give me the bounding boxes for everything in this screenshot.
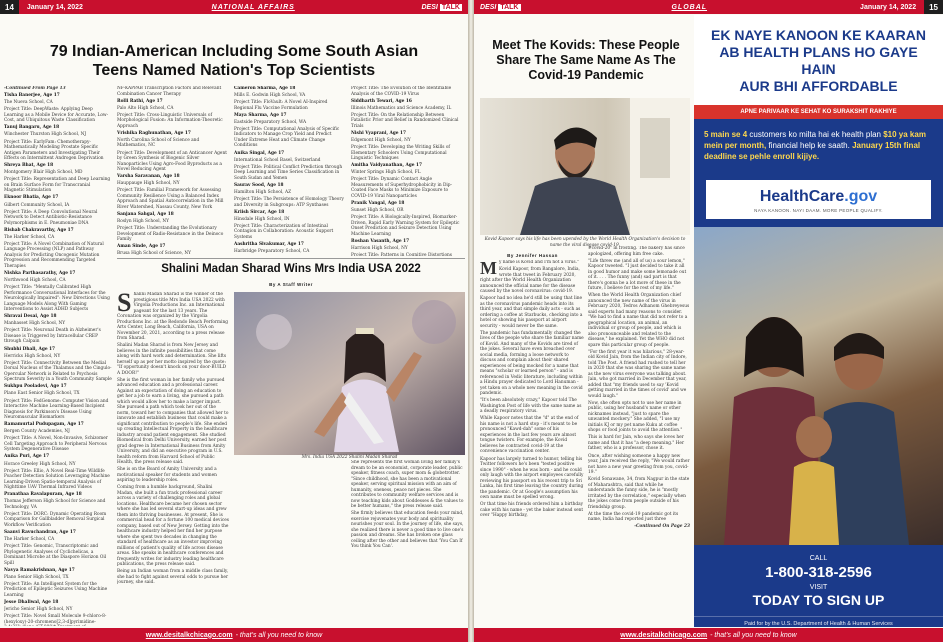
right-section-label: GLOBAL [671,3,708,11]
text-paragraph: Project Title: Novel Small Molecule 9-chloro-8-(hexyloxy)-20-chromeno[2,3-d]pyrimidine- [4,614,107,625]
text-paragraph: Varsha Saravanan, Age 18 [117,174,180,180]
article-divider [117,258,465,259]
text-paragraph: International School Basel, Switzerland [234,157,321,163]
text-paragraph: Pranik Vangal, Age 18 [351,200,405,206]
scientists-column-3 [234,86,346,256]
text-paragraph: Project Title: Understanding the Evolutionary Development of Radio-Resistance in the Deinoco Family [117,226,224,243]
text-paragraph: Project Title: Computational Analysis of Specific Indicators to Manage Crop Yield and Predict Under Extreme Heat and Climate Change Conditions [234,126,340,149]
text-paragraph: Project Title: A Novel, Non-Invasive, Schizomer Cell Targeting Approach to Peripheral Nervous System Degenerative Disease [4,436,108,453]
article2-byline: By A Staff Writer [269,282,313,287]
text-paragraph: Tanuj Bangaru, Age 18 [4,125,60,131]
text-paragraph: Cameron Sharma, Age 18 [234,86,296,91]
ad-phone-number[interactable]: 1-800-318-2596 [765,564,872,581]
text-paragraph: Illinois Mathematics and Science Academy, IL [351,105,452,111]
text-paragraph: Shalini Madan Sharad is from New Jersey and believes in the infinite possibilities that come along with hard work and determination. She lifts herself up as per her motto inspired by the quote: "If opportunity doesn't knock on your door-BUILD A DOOR!" [117,343,227,376]
text-paragraph: The Harker School, CA [4,537,55,543]
left-footer-tagline: - that's all you need to know [235,631,323,639]
text-paragraph: Project Title: Neuronal Death in Alzheimer's Disease is Triggered by Intracellular CREP through Calpain [4,328,101,345]
text-paragraph: Anika Puri, Age 17 [4,454,50,460]
text-paragraph: Winter Springs High School, FL [351,170,421,176]
text-paragraph: Project Title: Representation and Deep Learning on Brain Surface Form for Transcranial Magnetic Stimulation [4,177,111,194]
text-paragraph: Aman Sinde, Age 17 [117,244,166,250]
ad-family-photo-image [694,227,943,545]
text-paragraph: Shreya Bhat, Age 18 [4,163,54,169]
left-headline: 79 Indian-American Including Some South Asian Teens Named Nation's Top Scientists [49,43,419,79]
text-paragraph: Anika Singal, Age 17 [234,150,285,156]
text-paragraph: Coming from a humble background, Shalini Madan, she built a fun track professional career across a variety of challenging roles and global locations. Healthcare became her chosen sector where she has led several start-up ideas and grew them into thriving businesses. At present, She is commercial head for a fortune 100 medical devices company, based out of New Jersey. Getting into the healthcare industry helped her find her purpose where she spent two decades in changing the standard of healthcare as an investor improving millions of patient's quality of life across disease areas. She speaks in healthcare conferences and frequently writes for industry leading healthcare publications, the press release said. [117,485,229,568]
kovid-photo-caption: Kovid Kapoor says his life has been upended by the World Health Organization's decision to name the viral disease covid-19. [484,237,686,248]
text-paragraph: Kriish Sircar, Age 18 [234,209,285,215]
text-paragraph: Edgemont High School, NY [351,137,411,143]
text-paragraph: This is hard for Jain, who says she loves her name and that it has "a deep meaning." Her father, who is a professor, chose it. [588,435,685,452]
text-paragraph: Vrishika Raghunathan, Age 17 [117,130,191,136]
kovid-photo [480,98,690,235]
article2-column-1 [117,292,229,626]
ad-headline: EK NAYE KANOON KE KAARAN AB HEALTH PLANS HO GAYE HAIN AUR BHI AFFORDABLE [694,15,943,105]
text-paragraph: Hauppauge High School, NY [117,181,180,187]
text-paragraph: Shubhi Dhali, Age 17 [4,346,56,352]
text-paragraph: Thomas Jefferson High School for Science and Technology, VA [4,499,106,510]
text-paragraph: Project Title: Political Conflict Prediction through Deep Learning and Time Series Classification in South Sudan and Yemen [234,164,343,181]
text-paragraph: Project Title: FloVault: A Novel AI-Inspired Regional Flu Vaccine Formulation [234,100,328,111]
text-paragraph: Hinsdale High School, IN [234,216,290,222]
text-paragraph: The Nueva School, CA [4,100,53,106]
left-page [0,0,468,642]
text-paragraph: Herricks High School, NY [4,353,61,359]
text-paragraph: Project Title: A Deep Convolutional Neural Network to Detect Antibiotic-Resistance Polymorphisms in E. Pneumoniae DNA [4,209,98,226]
text-paragraph: Sanjana Sahgal, Age 18 [117,211,174,217]
text-paragraph: Project Title: DORC: Dynamic Operating Room Comparison for Gallbladder Removal Surgical Workflow Verification [4,511,107,528]
text-paragraph: Montgomery Blair High School, MD [4,170,83,176]
text-paragraph: Amitha Vaidyanathan, Age 17 [351,163,423,169]
right-footer-bar [474,628,943,642]
right-footer-tagline: - that's all you need to know [710,631,797,639]
text-paragraph: Hamilton High School, AZ [234,189,292,195]
right-byline: By Jennifer Hassan [507,253,558,258]
text-paragraph: "For the first year it was hilarious," 28-year-old Kovid Jain, from the Indian city of Indore, told The Post. A friend had rushed to tell her in 2020 that she was sharing the same name as the new virus everyone was talking about. Jain, who got married in December that year, added that "my friends used to say 'Kovid getting married in the times of covid' and we would laugh." [588,349,687,399]
text-paragraph: Project Title: Ellio, A Novel Real-Time Wildlife Poacher Detection Solution Leveraging Machine Learning-Driven Spatio-temporal Analysis of Nighttime UAV Thermal Infrared Videos [4,468,110,491]
text-paragraph: Navya Ramakrishnan, Age 17 [4,567,75,573]
text-paragraph: Brusa High School of Science, NY [117,251,192,256]
text-paragraph: Palo Alto High School, CA [117,105,174,111]
ad-slogan: APNE PARIVAAR KE SEHAT KO SURAKSHIT RAKHIYE [694,105,943,119]
ad-sign-up[interactable]: TODAY TO SIGN UP [752,592,885,608]
text-paragraph: Siddharth Tewari, Age 16 [351,98,412,104]
left-footer-url[interactable]: www.desitalkchicago.com [145,631,233,639]
kovid-column-2 [588,246,690,626]
article2-dropcap: S [117,292,132,317]
right-footer-url[interactable]: www.desitalkchicago.com [620,631,708,639]
text-paragraph: Kapoor has largely turned to humor, telling his Twitter followers he's been "tested positive since 1990" - when he was born - and he could only laugh with the airport employees carefully reviewing his passport on his recent trip to Sri Lanka, his first time leaving the country during the pandemic. Or at Google's assumption his own name must be spelled wrong. [480,456,584,501]
continued-from: -Continued From Page 13 [4,86,66,91]
text-paragraph: Project Title: Connectivity Between the Medial Dorsal Nucleus of the Thalamus and the Cingulo-Opercular Network is Related to Psychosis Spectrum Severity in a Youth Community Sample [4,360,112,383]
scientists-column-1 [4,86,112,626]
text-paragraph: Plano East Senior High School, TX [4,391,80,397]
text-paragraph: Roslyn High School, NY [117,219,169,225]
text-paragraph: Project Title: Genomic, Transcriptomic and Phylogenetic Analyses of Cyclichelicas, a Dominant Microbe at the Diaspore Horizon Oil Spill [4,544,107,566]
ad-paid-disclaimer: Paid for by the U.S. Department of Health & Human Services [694,616,943,627]
text-paragraph: Kovid Kapoor, from Bangalore, India, wrote that tweet in February 2020, right after the World Health Organization announced the official name for the disease caused by the novel coronavirus: covid-19. [480,267,580,295]
text-paragraph: Kovid Sonawane, 34, from Nagpur in the state of Maharashtra, said that while he understands the funny side, he is "mostly irritated by the correlation," especially when the jokes come from people outside of his friendship group. [588,477,690,510]
text-paragraph: Tisha Banerjee, Age 17 [4,93,60,99]
text-paragraph: Nishi Vyaprani, Age 17 [351,130,407,136]
text-paragraph: She is on the Board of Amity University and a motivational speaker for students and women aspiring to leadership roles. [117,467,217,484]
text-paragraph: Harrison High School, NY [351,245,408,251]
text-paragraph: Sukhpu Pooladevi, Age 17 [4,384,67,390]
text-paragraph: Or that time his friends ordered him a birthday cake with his name - yet the baker instead sent over "Happy birthday, [480,502,584,519]
text-paragraph: Project Title: On the Relationship Between Fatalistic Prior and Belief in Randomized Clinical Trials [351,112,459,129]
text-paragraph: NF-KAPPAB Transcription Factors and Relevant Combination Cancer Therapy [117,86,222,97]
ad-call-to-action: CALL 1-800-318-2596 VISIT TODAY TO SIGN UP [694,551,943,612]
text-paragraph: Eastside Preparatory School, WA [234,119,307,125]
text-paragraph: Eknoor Bhatia, Age 17 [4,195,59,201]
text-paragraph: "It's been absolutely crazy," Kapoor told The Washington Post of life with the same name as a deadly respiratory virus. [480,398,582,415]
healthcare-gov-logo[interactable]: HealthCare.gov NAYA KANOON. NAYI DAAM. MORE PEOPLE QUALIFY. [706,180,931,219]
text-paragraph: y name is Kovid and I'm not a virus." [499,260,579,265]
text-paragraph: Project Title: Developing the Writing Skills of Elementary Schoolers Using Computational Linguistic Techniques [351,145,450,162]
text-paragraph: Plano Senior High School, TX [4,574,69,580]
left-footer-bar [0,628,468,642]
healthcare-gov-ad[interactable] [694,15,943,627]
text-paragraph: Now, she often opts not to use her name in public, using her husband's name or other nicknames instead, "just to spare the unwanted mockery." She added, "I use my initials KJ or my pet name Kuku at coffee shops or food joints to avoid the attention." [588,400,683,434]
text-paragraph: Jericho Senior High School, NY [4,607,73,613]
mrs-india-photo [234,292,465,455]
text-paragraph: Pranathaa Ravalapuram, Age 18 [4,492,82,498]
text-paragraph: Ramamurtal Pudupagam, Age 17 [4,422,84,428]
text-paragraph: North Carolina School of Science and Mathematics, NC [117,137,200,149]
continued-to: -Continued On Page 23 [634,524,690,530]
kovid-dropcap: M [480,260,497,278]
text-paragraph: When the World Health Organization chief announced the new name of the virus in February 2020, Tedros Adhanom Ghebreyesus said experts had many reasons to consider. "We had to find a name that did not refer to a geographical location, an animal, an individual or group of people, and which is also pronounceable and related to the disease," he explained. Yet the WHO did not spare this particular group of people. [588,293,690,348]
right-brand: DESI TALK [480,3,519,11]
text-paragraph: Project Title: DeepWaste: Applying Deep Learning as a Mobile Device for Accurate, Low-Cost, and Ubiquitous Waste Classification [4,107,109,124]
pageant-photo-image [234,292,465,455]
text-paragraph: Project Title: A Novel Combination of Natural Language Processing (NLP) and Pathway Analysis for Predicting Oncogenic Mutation Progression and Recommending Targeted Therapies [4,241,104,269]
text-paragraph: Kapoor had no idea he'd still be using that line as the coronavirus pandemic heads into its third year, and that simple daily acts - such as ordering a coffee at Starbucks, checking into a hotel or showing his passport at airport security - would never be the same. [480,296,583,329]
ad-body: 5 main se 4 customers ko milta hai ek health plan $10 ya kam mein per month, financial help ke saath. January 15th final deadline se pehle enroll kijiye. [704,130,926,161]
text-paragraph: Project Title: Characterization of Intestinal Contagion in Collaboration: Acoustic Support Systems [234,223,334,240]
text-paragraph: Project Title: Dynamic Contact Angle Measurements of Superhydrophobicity in Dip-Coated Face Masks to Minimize Exposure to COVID-19 Viral Nanoparticles [351,177,453,199]
left-brand: DESI TALK [421,3,460,11]
left-section-label: NATIONAL AFFAIRS [211,3,295,11]
article2-headline: Shalini Madan Sharad Wins Mrs India USA 2022 [161,263,421,275]
text-paragraph: Project Title: FedGenome: Computer Vision and Interactive Machine Learning-Based Incipient Diagnosis for Parkinson's Disease Using Neuromuscular Biomarkers [4,398,109,421]
text-paragraph: Project Title: A Biologically-Inspired, Biomarker-Driven, Rapid Early Warning System for Epileptic Onset Prediction and Seizure Detection Using Machine Learning [351,215,460,237]
text-paragraph: Maya Sharma, Age 17 [234,112,287,118]
text-paragraph: She represents the first woman living her family's dream to be an economist, corporate leader, public speaker, fitness coach, super mom & globetrotter. "Since childhood, she has been a motivational speaker, serving spiritual mission with an aim of humanity, oneness, peace not pieces. She contributes to community welfare services and is now teaching kids about Goddesses & the values to be better humans," the press release said. [351,460,464,509]
right-date: January 14, 2022 [860,3,917,11]
text-paragraph: At the time the covid-19 pandemic got its name, India had reported just three [588,511,679,523]
text-paragraph: "Life threw me (and all of us) a sour lemon," Kapoor tweeted. "I just decided to take it all in good humor and make some lemonade out of it. . . . The funny (and) sad part is that there's gonna be a lot more of these in the future, I believe for the rest of my life." [588,258,687,292]
left-date: January 14, 2022 [26,3,83,11]
text-paragraph: Nishka Parthasarathy, Age 17 [4,271,76,276]
text-paragraph: Harbridge Preparatory School, CA [234,249,310,254]
text-paragraph: Project Title: Familial Framework for Assessing Community Resilience Using a Balanced Index Approach and Spatial Autocorrelation in the Mill River Watershed, Nassau County, New York [117,188,224,210]
text-paragraph: Northwood High School, CA [4,278,66,284]
left-page-number: 14 [0,0,19,14]
text-paragraph: Manhasset High School, NY [4,321,66,327]
text-paragraph: #covid-20" in frosting. The bakery has since apologized, offering him free cake. [588,246,685,257]
text-paragraph: Jesse Dhaliwal, Age 18 [4,600,59,606]
text-paragraph: Project Title: The Evolution of the Identifiable Analysis of the COVID-19 Virus [351,86,452,97]
text-paragraph: Project Title: An Intelligent System for the Prediction of Epileptic Seizures Using Machine Learning [4,581,108,598]
scientists-column-2 [117,86,229,256]
text-paragraph: Roshan Vasanth, Age 17 [351,238,410,244]
text-paragraph: The Harker School, CA [4,234,55,240]
text-paragraph: Project Title: The Persistence of Homology Theory and Diversity in Subgroups: ATP Synthases [234,197,344,208]
text-paragraph: halini Madan Sharad is the winner of the prestigious title Mrs India USA 2022 with Virgolia Productions Inc. an International pageant for the last 13 years. The Coronation was organized by the Virgolia Productions Inc. at the Redondo Beach Performing Arts Center, Long Beach, California, USA on November 20, 2021, according to a press release from Sharad. [117,292,229,341]
text-paragraph: Horace Greeley High School, NY [4,461,76,467]
kovid-column-1 [480,260,584,626]
left-header-bar [0,0,468,14]
text-paragraph: She firmly believes that education feeds your mind, exercise rejuvenates your body and spirituality nourishes your soul. In the journey of life, she says, she realized there is never a good time to live one's passion and dreams. She has broken one glass ceiling after the other and believes that 'You Can If You think You Can'. [351,511,464,550]
text-paragraph: Saurav Sood, Age 18 [234,182,284,188]
right-headline: Meet The Kovids: These People Share The Same Name As The Covid-19 Pandemic [492,38,680,82]
text-paragraph: While Kapoor notes that the "d" at the end of his name is not a hard stop - it's meant to be pronounced "Kawd-dah" some of his experiences in the last few years are almost tongue twisters. For example, the Kovid believes he contracted covid-19 at the convenience vaccination center. [480,416,579,455]
text-paragraph: Sunset High School, OR [351,208,404,214]
article2-column-2 [351,460,465,626]
text-paragraph: Project Title: EarlyFam: Chemotherapy-Mathematically Modeling Prostate Specific Antigen Parameters and Investigating Their Effects on Intermittent Androgen Deprivation [4,139,104,162]
text-paragraph: She is the first woman in her family who pursued advanced education and a professional career. Against an expectation of doing an education to get her a job to earn a living, she pursued a path which would allow her to make a larger impact. She pursued a path which took her out of the norm, toward her to companies that allowed her to innovate and establish business that could make a significant contribution to people's life. She ended up creating Intellectual Property in the healthcare industry around patient engagement. She studied Biomedical from Delhi University, earned her post grad degree in International Business from Amity University, and did an executive program in U.S. health reform from Harvard School of Public Health, the press release said. [117,377,229,466]
text-paragraph: Winchester Thurston High School, NJ [4,132,87,138]
text-paragraph: Project Title: Patterns in Cognitive Distortions [351,252,453,256]
text-paragraph: Project Title: Development of an Anticancer Agent by Green Synthesis of Biogenic Silver Nanoparticles Using Agro-Food Byproducts as a Novel Reducing Agent [117,150,227,173]
right-page-number: 15 [924,0,943,14]
text-paragraph: Rishab Chakravarthy, Age 17 [4,227,74,233]
text-paragraph: Bergen County Academies, NJ [4,429,70,435]
text-paragraph: Project Title: Cross-Linguistic Universals of Morphological Fusion: An Information-Theoretic Approach [117,112,223,129]
ad-family-photo [694,227,943,545]
text-paragraph: Project Title: "Mentally Calibrated High Performance Conversational Interfaces for the Neurologically Impaired": New Directions Using Language Models Along With Gaming Interventions to Assist ADHD Subjects [4,285,110,313]
text-paragraph: Gilbert Community School, IA [4,202,70,208]
text-paragraph: Mills E. Godwin High School, VA [234,93,306,99]
text-paragraph: Shravai Desai, Age 18 [4,314,57,320]
text-paragraph: Saanvi Ravuchandran, Age 17 [4,529,76,535]
scientists-column-4 [351,86,465,256]
text-paragraph: The pandemic has fundamentally changed the lives of the people who share the familiar name of Kovid. And many of the Kovids are tired of the jokes. Several have even breached over social media, forming a loose network to discuss and complain about their shared experiences of being mocked for a name that means "scholar or learned person" - and is referenced in Vedic literature, including within a Hindu prayer dedicated to Lord Hanuman - yet taken on a whole new meaning in the covid pandemic. [480,330,584,397]
text-paragraph: Once, after wishing someone a happy new year, Jain received the reply, "We would rather not have a new year greeting from you, covid-19." [588,453,690,476]
text-paragraph: Being an Indian woman from a middle class family, she had to fight against several odds to pursue her journey, she said. [117,569,229,586]
kovid-photo-image [480,98,690,235]
right-page [474,0,943,642]
text-paragraph: Rolli Rathi, Age 17 [117,98,163,104]
right-header-bar [474,0,943,14]
text-paragraph: Aashritha Sivakumar, Age 17 [234,241,304,247]
mrs-india-photo-caption: Mrs. India USA 2022 Shalini Madan Sharad [301,455,398,460]
